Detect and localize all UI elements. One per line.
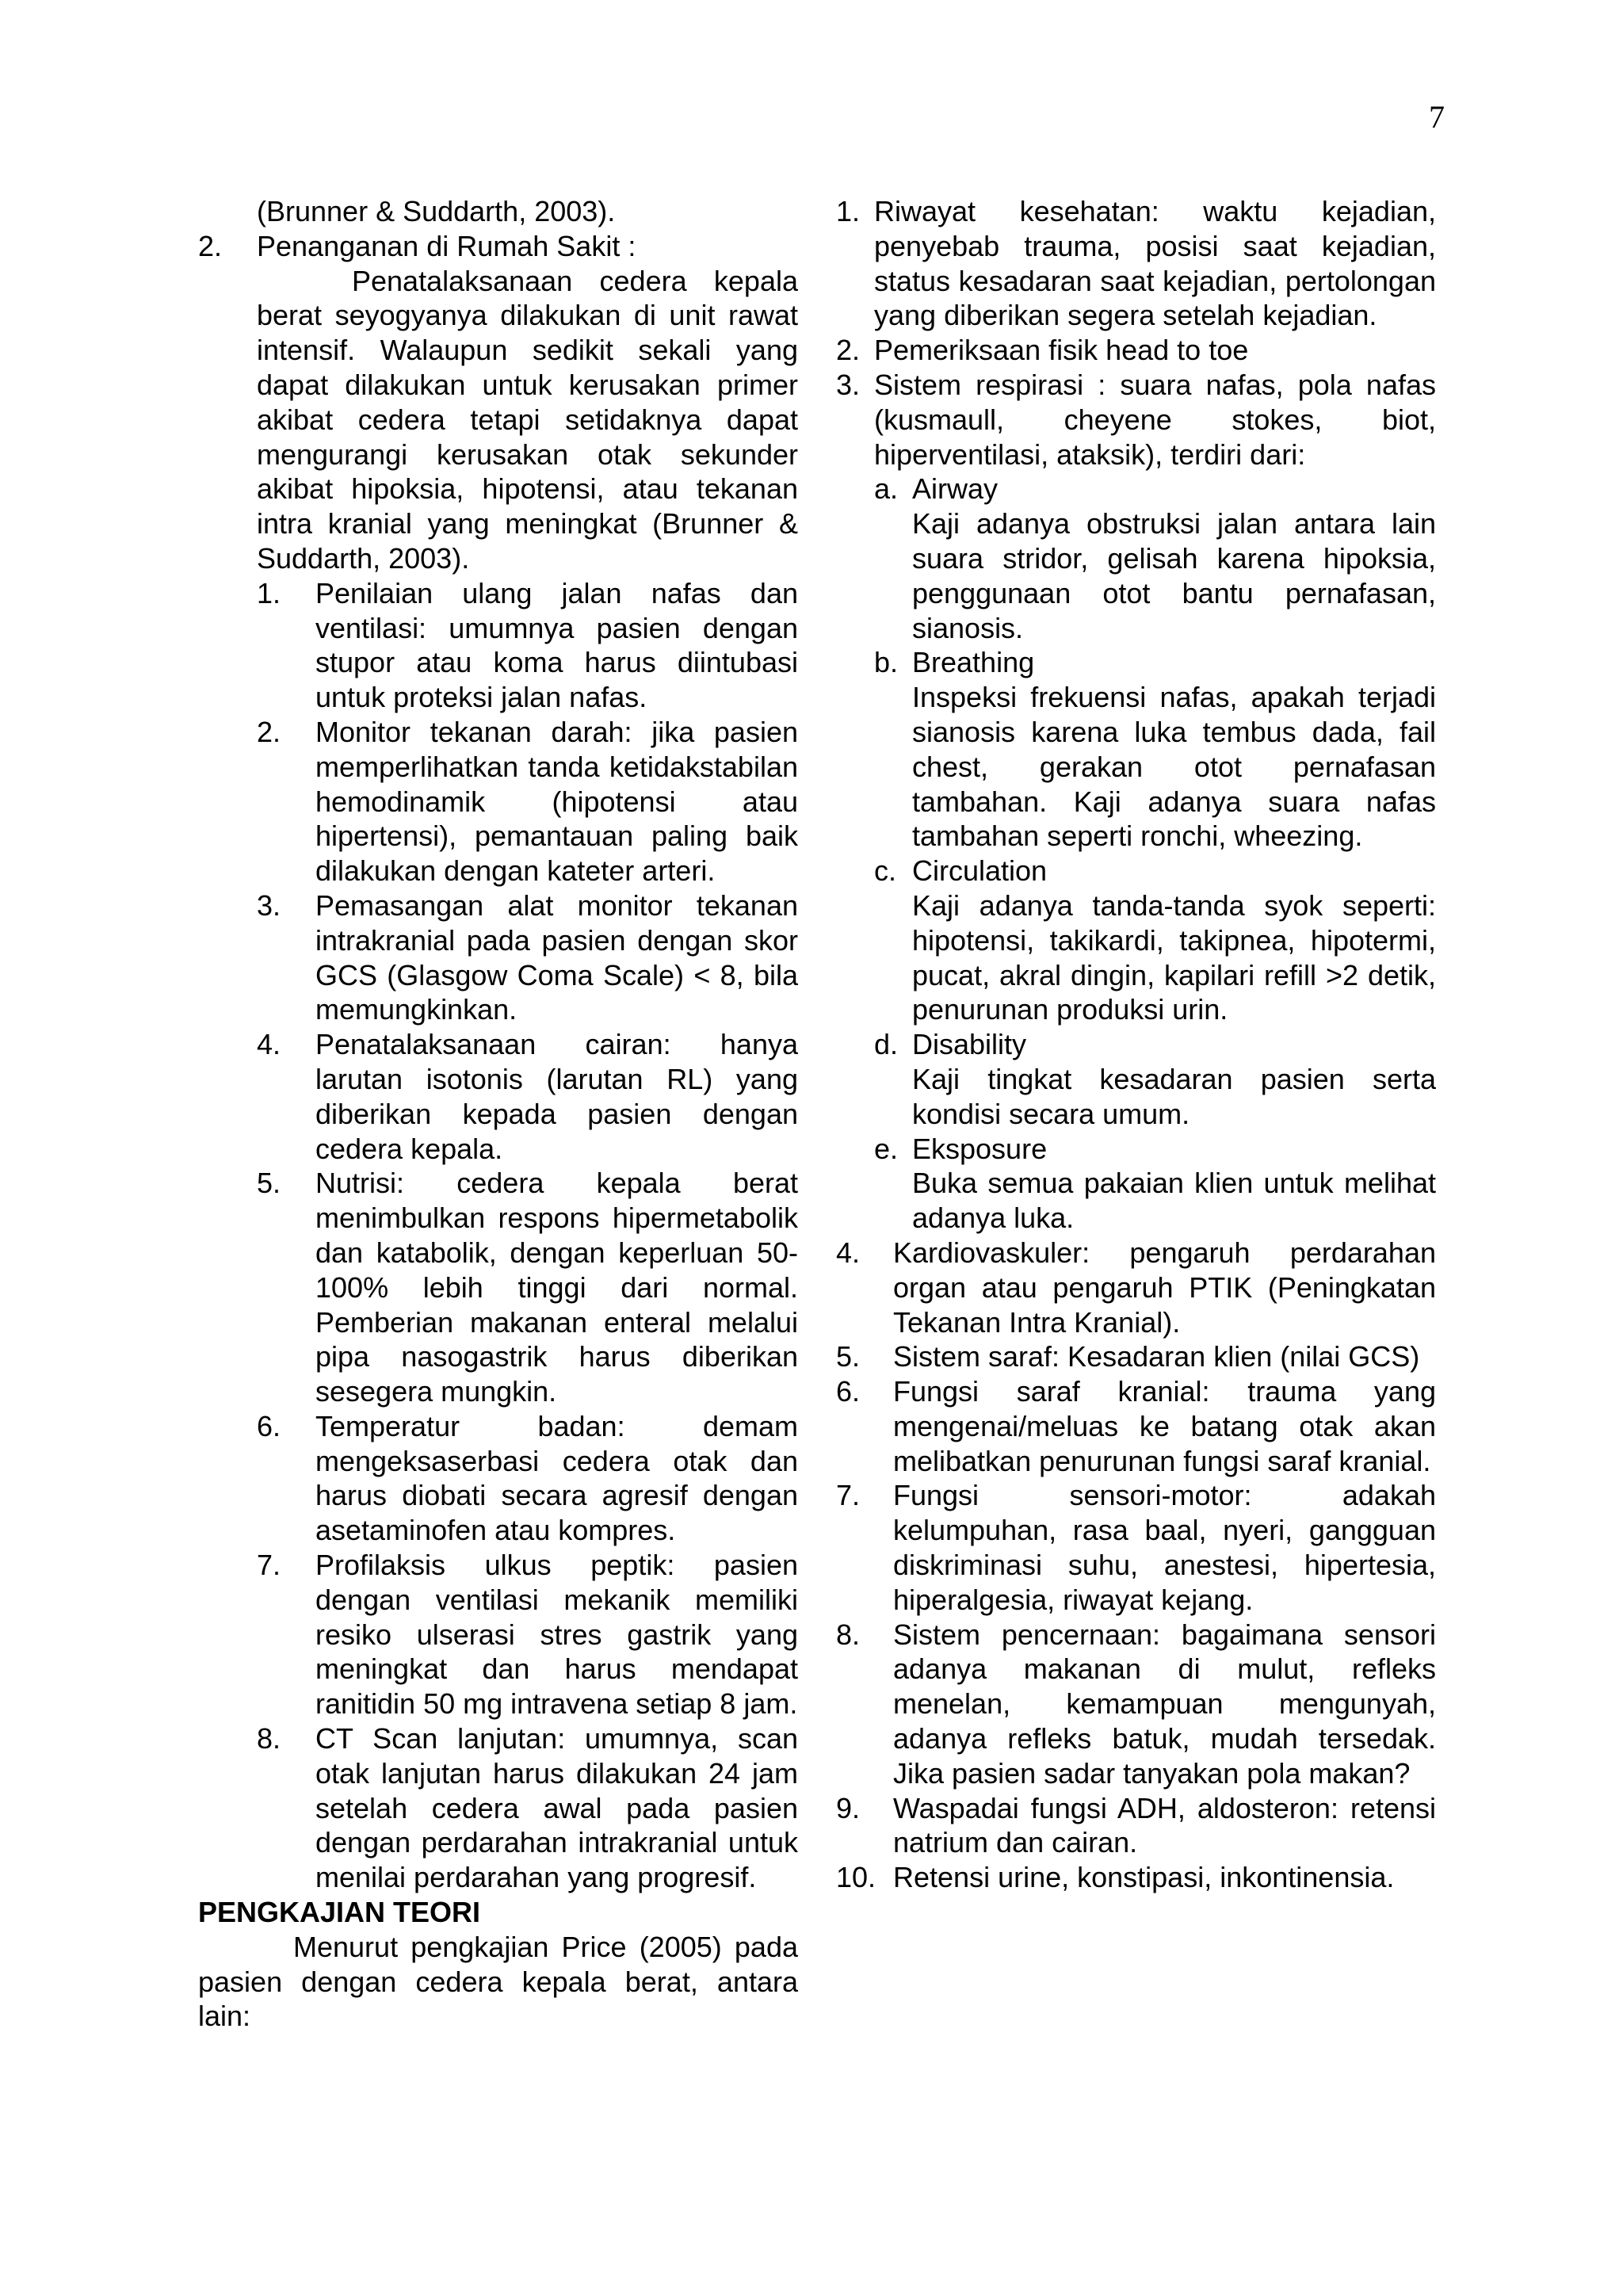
left-column — [198, 194, 798, 2034]
list-item — [257, 715, 798, 888]
list-item — [257, 576, 798, 715]
list-text: Temperatur badan: demam mengeksaserbasi cedera otak dan harus diobati secara agresif dengan asetaminofen atau kompres. — [315, 1409, 798, 1547]
sub-item-disability — [836, 1027, 1436, 1062]
list-number: 2. — [198, 229, 223, 262]
list-text: Penilaian ulang jalan nafas dan ventilasi: umumnya pasien dengan stupor atau koma harus diintubasi untuk proteksi jalan nafas. — [315, 576, 798, 714]
list-number: 3. — [257, 888, 281, 922]
list-text: Fungsi saraf kranial: trauma yang mengenai/meluas ke batang otak akan melibatkan penurunan fungsi saraf kranial. — [893, 1375, 1436, 1477]
list-number: 7. — [836, 1479, 861, 1512]
list-number: 6. — [836, 1375, 861, 1408]
list-item — [836, 1860, 1436, 1895]
sub-title: Circulation — [912, 854, 1048, 888]
sub-title: Airway — [912, 472, 999, 506]
list-text: Pemeriksaan fisik head to toe — [874, 334, 1249, 367]
sub-description: Kaji tingkat kesadaran pasien serta kondisi secara umum. — [912, 1062, 1436, 1130]
list-number: 9. — [836, 1791, 861, 1824]
list-item — [257, 1166, 798, 1409]
list-item — [836, 1374, 1436, 1478]
list-text: Riwayat kesehatan: waktu kejadian, penyebab trauma, posisi saat kejadian, status kesadaran saat kejadian, pertolongan yang diberikan segera setelah kejadian. — [874, 195, 1436, 332]
list-text: Retensi urine, konstipasi, inkontinensia. — [893, 1861, 1395, 1894]
list-item — [836, 1236, 1436, 1339]
list-number: 1. — [836, 195, 861, 227]
list-number: 7. — [257, 1549, 281, 1582]
sub-letter: d. — [874, 1028, 899, 1061]
list-number: 6. — [257, 1409, 281, 1442]
list-text: Fungsi sensori-motor: adakah kelumpuhan, rasa baal, nyeri, gangguan diskriminasi suhu, anestesi, hipertesia, hiperalgesia, riwayat kejang. — [893, 1479, 1436, 1616]
sub-title: Disability — [912, 1028, 1027, 1061]
sub-description: Kaji adanya obstruksi jalan antara lain suara stridor, gelisah karena hipoksia, penggunaan otot bantu pernafasan, sianosis. — [912, 507, 1436, 644]
sub-description: Kaji adanya tanda-tanda syok seperti: hipotensi, takikardi, takipnea, hipotermi, pucat, akral dingin, kapilari refill >2 detik, penurunan produksi urin. — [912, 888, 1436, 1026]
list-item — [257, 1409, 798, 1548]
list-item-hospital-handling — [198, 229, 798, 576]
list-item — [836, 333, 1436, 368]
list-text: Sistem saraf: Kesadaran klien (nilai GCS) — [893, 1340, 1420, 1373]
paragraph: Penatalaksanaan cedera kepala berat seyogyanya dilakukan di unit rawat intensif. Walaupun sedikit sekali yang dapat dilakukan untuk kerusakan primer akibat cedera tetapi setidaknya dapat mengurangi kerusakan otak sekunder akibat hipoksia, hipotensi, atau tekanan intra kranial yang meningkat (Brunner & Suddarth, 2003). — [257, 264, 798, 575]
sub-item-breathing — [836, 645, 1436, 680]
list-number: 8. — [836, 1618, 861, 1651]
sub-item-circulation — [836, 854, 1436, 888]
list-text: CT Scan lanjutan: umumnya, scan otak lanjutan harus dilakukan 24 jam setelah cedera awal pada pasien dengan perdarahan intrakranial untuk menilai perdarahan yang progresif. — [315, 1722, 798, 1894]
list-number: 4. — [836, 1236, 861, 1269]
list-number: 8. — [257, 1722, 281, 1755]
list-number: 10. — [836, 1861, 876, 1894]
list-item — [836, 368, 1436, 472]
list-text: Pemasangan alat monitor tekanan intrakranial pada pasien dengan skor GCS (Glasgow Coma Scale) < 8, bila memungkinkan. — [315, 888, 798, 1026]
sub-description: Buka semua pakaian klien untuk melihat adanya luka. — [912, 1167, 1436, 1235]
closing-paragraph: Menurut pengkajian Price (2005) pada pasien dengan cedera kepala berat, antara lain: — [198, 1930, 798, 2033]
list-text: Profilaksis ulkus peptik: pasien dengan ventilasi mekanik memiliki resiko ulserasi stres gastrik yang meningkat dan harus mendapat ranitidin 50 mg intravena setiap 8 jam. — [315, 1549, 798, 1721]
list-item — [836, 1478, 1436, 1617]
list-item — [836, 1339, 1436, 1374]
list-item — [257, 888, 798, 1027]
right-column — [836, 194, 1436, 1895]
list-number: 3. — [836, 368, 861, 401]
list-text: Nutrisi: cedera kepala berat menimbulkan respons hipermetabolik dan katabolik, dengan keperluan 50-100% lebih tinggi dari normal. Pemberian makanan enteral melalui pipa nasogastrik harus diberikan sesegera mungkin. — [315, 1167, 798, 1408]
list-text: Kardiovaskuler: pengaruh perdarahan organ atau pengaruh PTIK (Peningkatan Tekanan Intra Kranial). — [893, 1236, 1436, 1339]
sub-item-exposure — [836, 1132, 1436, 1167]
sub-title: Eksposure — [912, 1132, 1048, 1165]
list-text: Penatalaksanaan cairan: hanya larutan isotonis (larutan RL) yang diberikan kepada pasien dengan cedera kepala. — [315, 1028, 798, 1165]
list-text: Waspadai fungsi ADH, aldosteron: retensi natrium dan cairan. — [893, 1791, 1436, 1859]
list-item — [257, 1721, 798, 1895]
sub-letter: b. — [874, 646, 899, 679]
list-number: 2. — [257, 715, 281, 748]
list-item — [836, 1791, 1436, 1861]
list-item-title: Penanganan di Rumah Sakit : — [257, 229, 636, 262]
list-number: 4. — [257, 1028, 281, 1061]
sub-letter: e. — [874, 1132, 899, 1165]
continued-citation: (Brunner & Suddarth, 2003). — [257, 195, 616, 227]
sub-description: Inspeksi frekuensi nafas, apakah terjadi sianosis karena luka tembus dada, fail chest, gerakan otot pernafasan tambahan. Kaji adanya suara nafas tambahan seperti ronchi, wheezing. — [912, 681, 1436, 853]
list-item — [836, 1618, 1436, 1791]
list-item — [257, 1027, 798, 1166]
list-number: 5. — [836, 1340, 861, 1373]
list-text: Monitor tekanan darah: jika pasien memperlihatkan tanda ketidakstabilan hemodinamik (hipotensi atau hipertensi), pemantauan paling baik dilakukan dengan kateter arteri. — [315, 715, 798, 888]
section-heading: PENGKAJIAN TEORI — [198, 1896, 481, 1929]
list-number: 1. — [257, 576, 281, 609]
page-number: 7 — [1429, 99, 1445, 135]
list-item-content — [257, 229, 798, 576]
list-text: Sistem pencernaan: bagaimana sensori adanya makanan di mulut, refleks menelan, kemampuan mengunyah, adanya refleks batuk, mudah tersedak. Jika pasien sadar tanyakan pola makan? — [893, 1618, 1436, 1790]
sub-letter: c. — [874, 854, 897, 888]
sub-item-airway — [836, 472, 1436, 506]
sub-title: Breathing — [912, 646, 1035, 679]
treatment-list — [198, 576, 798, 1895]
list-number: 5. — [257, 1167, 281, 1200]
list-text: Sistem respirasi : suara nafas, pola nafas (kusmaull, cheyene stokes, biot, hiperventilasi, ataksik), terdiri dari: — [874, 368, 1436, 471]
sub-letter: a. — [874, 472, 899, 506]
list-number: 2. — [836, 334, 861, 367]
list-item — [836, 194, 1436, 333]
list-item — [257, 1548, 798, 1721]
